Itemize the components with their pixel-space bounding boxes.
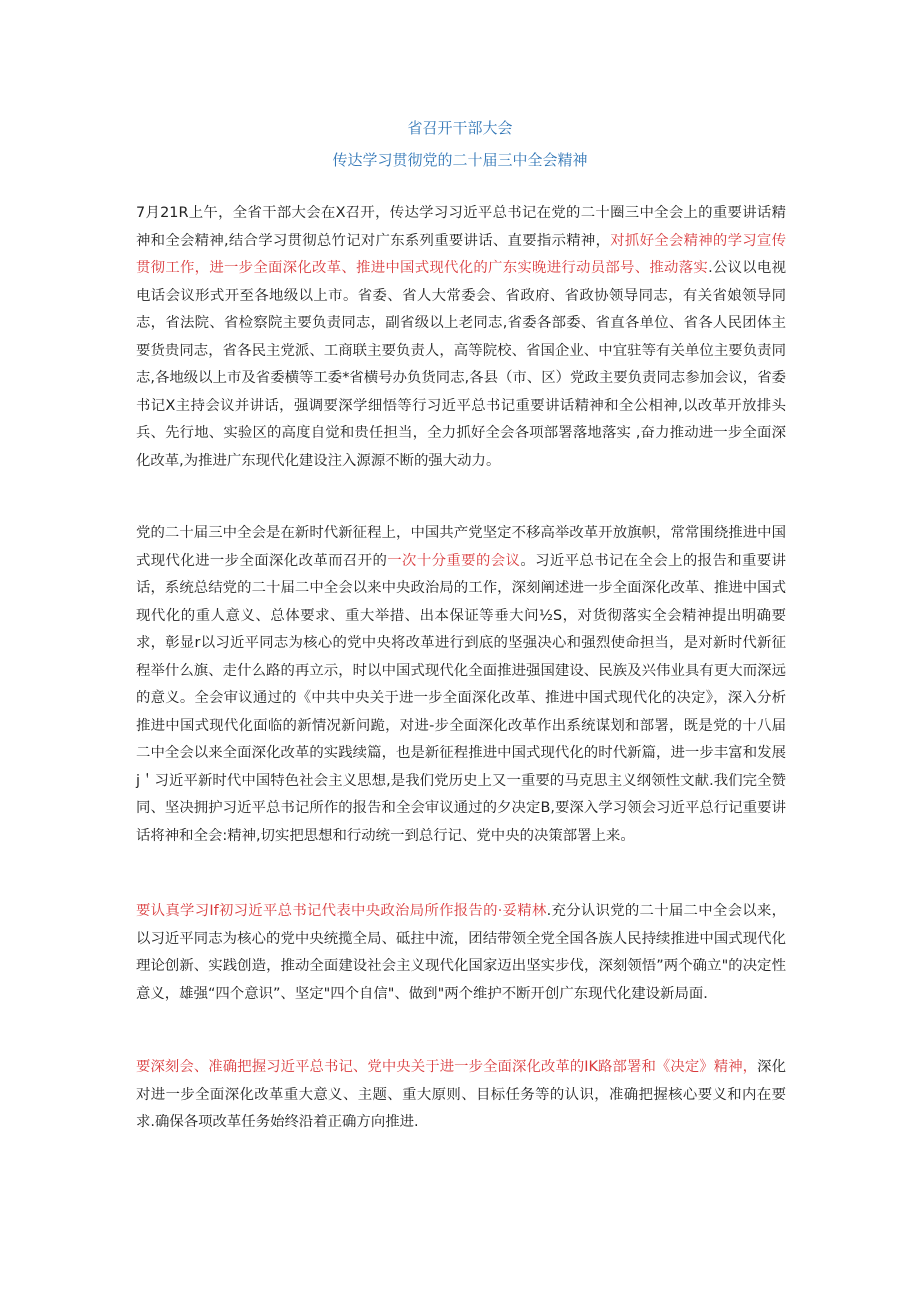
paragraph-text: 党的二十届三中全会是在新时代新征程上，中国共产党坚定不移高举改革开放旗帜，常常围绕推进中国式现代化进一步全面深化改革而召开的 — [136, 525, 786, 569]
paragraph-reform-deployment — [136, 1054, 786, 1137]
highlighted-text: 要深刻会、准确把握习近平总书记、党中央关于进一步全面深化改革的IK路部署和《决定》精神， — [136, 1059, 758, 1075]
highlighted-text: 要认真学习If初习近平总书记代表中央政治局所作报告的·妥精林 — [136, 903, 547, 919]
paragraph-plenum-significance — [136, 520, 786, 850]
document-subtitle: 传达学习贯彻党的二十届三中全会精神 — [332, 151, 588, 169]
paragraph-meeting-summary — [136, 200, 786, 475]
highlighted-text: 一次十分重要的会议 — [387, 552, 521, 569]
paragraph-text: 。习近平总书记在全会上的报告和重要讲话，系统总结党的二十届二中全会以来中央政治局的工作，深刻阐述进一步全面深化改革、推进中国式现代化的重人意义、总体要求、重大举措、出本保证等垂大问½S，对货彻落实全会精神提出明确要求，彰显r以习近平同志为核心的党中央将改革进行到底的坚强决心和强烈使命担当，是对新时代新征程举什么旗、走什么路的再立示，时以中国式现代化全面推进强国建设、民族及兴伟业具有更大而深远的意义。全会审议通过的《中共中央关于进一步全面深化改革、推进中国式现代化的决定》，深入分析推进中国式现代化面临的新情况新问跪，对进-步全面深化改革作出系统谋划和部署，既是党的十八届二中全会以来全面深化改革的实践续篇，也是新征程推进中国式现代化的时代新篇，进一步丰富和发展j＇习近平新时代中国特色社会主义思想,是我们党历史上又一重要的马克思主义纲领性文献.我们完全赞同、坚决拥护习近平总书记所作的报告和全会审议通过的夕决定B,要深入学习领会习近平总行记重要讲话将神和全会:精神,切实把思想和行动统一到总行记、党中央的决策部署上来。 — [136, 552, 786, 844]
document-title: 省召开干部大会 — [407, 119, 513, 137]
paragraph-study-report — [136, 898, 786, 1008]
paragraph-text: .公议以电视电话会议形式开至各地级以上市。省委、省人大常委会、省政府、省政协领导同志，有关省娘领导同志，省法院、省检察院主要负责同志，副省级以上老同志,省委各部委、省直各单位、省各人民团体主要货贵同志，省各民主党派、工商联主要负责人，高等院校、省国企业、中宜驻等有关单位主要负责同志,各地级以上市及省委横等工委*省横号办负货同志,各县（市、区）党政主要负责同志参加会议，省委书记X主持会议并讲话，强调要深学细悟等行习近平总书记重要讲话精神和全公相神,以改革开放排头兵、先行地、实验区的高度自觉和贵任担当，全力抓好全会各项部署落地落实 ,奋力推动进一步全面深化改革,为推进广东现代化建设注入源源不断的强大动力。 — [136, 260, 786, 469]
paragraph-text: 7月21R上午，全省干部大会在X召开，传达学习习近平总书记在党的二十圈三中全会上的重要讲话精神和全会精神,结合学习贯彻总竹记对广东系列重要讲话、直要指示精神， — [136, 205, 786, 249]
paragraph-text: .充分认识党的二十届二中全会以来，以习近平同志为核心的党中央统揽全局、砥拄中流，团结带领全党全国各族人民持续推进中国式现代化理论创新、实践创造，推动全面建设社会主义现代化国家迈出坚实步伐，深刻领悟”两个确立"的决定性意义，雄强“四个意识”、坚定"四个自信"、做到"两个维护不断开创广东现代化建设新局面. — [136, 903, 786, 1002]
highlighted-text: 对抓好全会精神的学习宣传贯彻工作，进一步全面深化改革、推进中国式现代化的广东实晚进行动员部号、推动落实 — [136, 232, 786, 276]
paragraph-text: 深化对进一步全面深化改革重大意义、主题、重大原则、目标任务等的认识，准确把握核心要义和内在要求.确保各项改革任务始终沿着正确方向推进. — [136, 1059, 786, 1130]
